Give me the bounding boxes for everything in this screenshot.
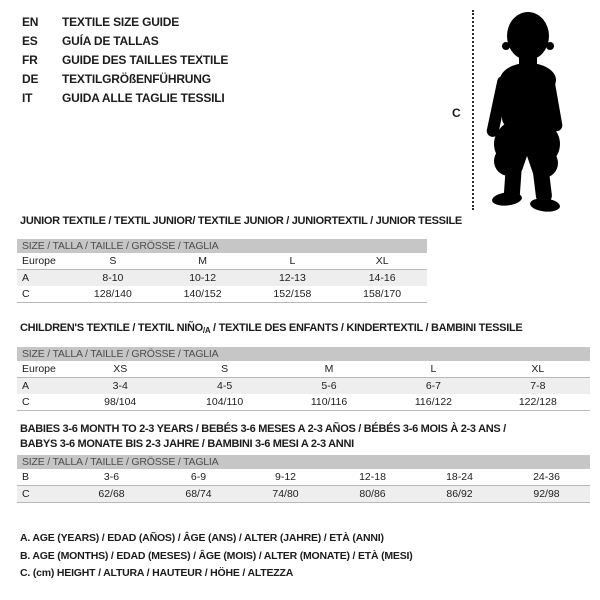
height-cell: 122/128 bbox=[518, 396, 557, 408]
height-cell: 74/80 bbox=[272, 488, 299, 500]
height-cell: 92/98 bbox=[533, 488, 560, 500]
height-cell: 158/170 bbox=[363, 288, 402, 300]
language-row bbox=[22, 32, 228, 51]
age-cell: 3-6 bbox=[103, 471, 120, 483]
children-title-prefix: CHILDREN'S TEXTILE / TEXTIL NIÑO bbox=[20, 322, 203, 334]
language-title: GUÍA DE TALLAS bbox=[62, 34, 159, 48]
toddler-silhouette-icon bbox=[482, 6, 570, 212]
table-row bbox=[17, 469, 590, 486]
size-cell: S bbox=[109, 255, 117, 267]
size-cell: XL bbox=[375, 255, 389, 267]
language-list bbox=[22, 13, 228, 108]
row-label: C bbox=[22, 396, 30, 408]
table-row bbox=[17, 361, 590, 378]
row-label: Europe bbox=[22, 363, 56, 375]
height-cell: 104/110 bbox=[206, 396, 244, 408]
children-title-sub: /A bbox=[202, 326, 211, 335]
language-code: DE bbox=[22, 72, 39, 86]
table-row bbox=[17, 253, 427, 270]
language-row bbox=[22, 70, 228, 89]
age-cell: 14-16 bbox=[368, 272, 396, 284]
row-label: A bbox=[22, 380, 30, 392]
row-label: Europe bbox=[22, 255, 56, 267]
table-row bbox=[17, 394, 590, 410]
size-cell: S bbox=[221, 363, 229, 375]
age-cell: 8-10 bbox=[102, 272, 124, 284]
language-row bbox=[22, 51, 228, 70]
size-cell: XL bbox=[531, 363, 545, 375]
height-cell: 110/116 bbox=[310, 396, 348, 408]
age-cell: 4-5 bbox=[217, 380, 233, 392]
junior-table-title: JUNIOR TEXTILE / TEXTIL JUNIOR/ TEXTILE JUNIOR / JUNIORTEXTIL / JUNIOR TESSILE bbox=[20, 215, 462, 227]
height-cell: 116/122 bbox=[414, 396, 453, 408]
height-dotted-line bbox=[472, 10, 474, 210]
age-cell: 24-36 bbox=[533, 471, 560, 483]
babies-table bbox=[17, 455, 590, 503]
age-cell: 12-13 bbox=[278, 272, 306, 284]
size-cell: XS bbox=[113, 363, 128, 375]
size-header-band: SIZE / TALLA / TAILLE / GRÖSSE / TAGLIA bbox=[17, 347, 590, 361]
footnote-a: A. AGE (YEARS) / EDAD (AÑOS) / ÂGE (ANS) / ALTER (JAHRE) / ETÀ (ANNI) bbox=[20, 532, 384, 544]
age-cell: 9-12 bbox=[274, 471, 296, 483]
age-cell: 12-18 bbox=[359, 471, 386, 483]
footnote-b: B. AGE (MONTHS) / EDAD (MESES) / ÂGE (MOIS) / ALTER (MONATE) / ETÀ (MESI) bbox=[20, 549, 413, 562]
size-cell: M bbox=[324, 363, 334, 375]
row-label: B bbox=[22, 471, 30, 483]
language-code: IT bbox=[22, 91, 33, 105]
babies-table-title-line2: BABYS 3-6 MONATE BIS 2-3 JAHRE / BAMBINI 3-6 MESI A 2-3 ANNI bbox=[20, 438, 354, 450]
language-code: FR bbox=[22, 53, 38, 67]
language-title: TEXTILE SIZE GUIDE bbox=[62, 15, 180, 29]
height-cell: 68/74 bbox=[185, 488, 212, 500]
age-cell: 18-24 bbox=[446, 471, 473, 483]
language-code: ES bbox=[22, 34, 38, 48]
size-cell: M bbox=[198, 255, 207, 267]
height-cell: 86/92 bbox=[446, 488, 473, 500]
language-code: EN bbox=[22, 15, 39, 29]
row-label: A bbox=[22, 272, 30, 284]
table-row bbox=[17, 378, 590, 394]
footnote-c: C. (cm) HEIGHT / ALTURA / HAUTEUR / HÖHE / ALTEZZA bbox=[20, 567, 294, 579]
language-row bbox=[22, 89, 228, 108]
table-row bbox=[17, 486, 590, 502]
height-cell: 98/104 bbox=[104, 396, 137, 408]
children-table bbox=[17, 347, 590, 411]
size-cell: L bbox=[430, 363, 437, 375]
language-title: GUIDE DES TAILLES TEXTILE bbox=[62, 53, 229, 67]
language-row bbox=[22, 13, 228, 32]
height-cell: 152/158 bbox=[273, 288, 312, 300]
age-cell: 3-4 bbox=[112, 380, 128, 392]
size-header-band: SIZE / TALLA / TAILLE / GRÖSSE / TAGLIA bbox=[17, 239, 427, 253]
age-cell: 7-8 bbox=[530, 380, 546, 392]
row-label: C bbox=[22, 288, 30, 300]
height-measure-label: C bbox=[452, 106, 461, 120]
height-cell: 80/86 bbox=[359, 488, 386, 500]
age-cell: 6-9 bbox=[190, 471, 207, 483]
babies-table-title-line1: BABIES 3-6 MONTH TO 2-3 YEARS / BEBÉS 3-6 MESES A 2-3 AÑOS / BÉBÉS 3-6 MOIS À 2-3 ANS / bbox=[20, 423, 506, 435]
table-row bbox=[17, 270, 427, 286]
language-title: GUIDA ALLE TAGLIE TESSILI bbox=[62, 91, 225, 105]
language-title: TEXTILGRÖßENFÜHRUNG bbox=[62, 72, 211, 86]
children-table-title bbox=[20, 322, 522, 335]
size-cell: L bbox=[289, 255, 296, 267]
age-cell: 6-7 bbox=[425, 380, 442, 392]
age-cell: 10-12 bbox=[189, 272, 217, 284]
height-cell: 62/68 bbox=[98, 488, 125, 500]
row-label: C bbox=[22, 488, 30, 500]
size-header-band: SIZE / TALLA / TAILLE / GRÖSSE / TAGLIA bbox=[17, 455, 590, 469]
footnotes bbox=[20, 530, 413, 583]
height-cell: 128/140 bbox=[93, 288, 132, 300]
children-title-suffix: / TEXTILE DES ENFANTS / KINDERTEXTIL / BAMBINI TESSILE bbox=[210, 322, 523, 334]
age-cell: 5-6 bbox=[321, 380, 337, 392]
height-cell: 140/152 bbox=[183, 288, 222, 300]
table-row bbox=[17, 286, 427, 302]
junior-table bbox=[17, 239, 427, 303]
